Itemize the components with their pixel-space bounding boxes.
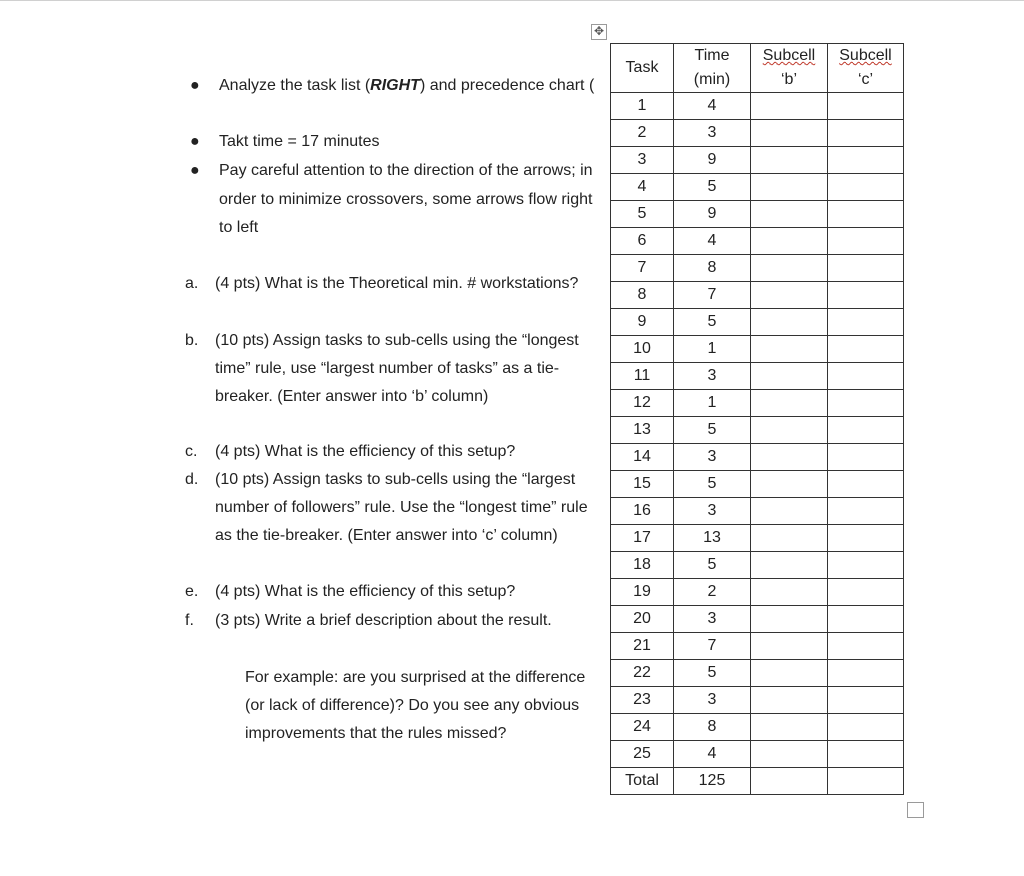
table-row xyxy=(611,120,904,147)
table-header-row xyxy=(611,44,904,93)
subcell-b-cell[interactable] xyxy=(751,390,828,417)
table-total-row xyxy=(611,768,904,795)
table-row xyxy=(611,201,904,228)
subcell-b-cell[interactable] xyxy=(751,282,828,309)
task-number-cell: 24 xyxy=(611,714,674,741)
subcell-b-cell[interactable] xyxy=(751,255,828,282)
task-number-cell: 1 xyxy=(611,93,674,120)
header-subcell-b-line2: ‘b’ xyxy=(780,71,797,88)
subcell-c-cell[interactable] xyxy=(828,228,904,255)
task-table xyxy=(610,43,904,795)
subcell-b-cell[interactable] xyxy=(751,363,828,390)
task-time-cell: 5 xyxy=(674,309,751,336)
table-row xyxy=(611,255,904,282)
resize-handle-icon[interactable] xyxy=(907,802,924,818)
task-number-cell: 2 xyxy=(611,120,674,147)
bullet-text: Pay careful attention to the direction of the arrows; in order to minimize crossovers, some arrows flow right to left xyxy=(219,162,593,236)
table-row xyxy=(611,714,904,741)
subcell-c-cell[interactable] xyxy=(828,363,904,390)
bullet-text-part: Analyze the task list ( xyxy=(219,77,371,94)
subcell-c-cell[interactable] xyxy=(828,498,904,525)
bullet-text-emphasis: RIGHT xyxy=(370,77,420,94)
task-time-cell: 3 xyxy=(674,606,751,633)
task-time-cell: 9 xyxy=(674,147,751,174)
header-subcell-c-line2: ‘c’ xyxy=(857,71,874,88)
table-row xyxy=(611,93,904,120)
question-letter: d. xyxy=(185,471,199,488)
table-row xyxy=(611,309,904,336)
total-subcell-b[interactable] xyxy=(751,768,828,795)
task-number-cell: 8 xyxy=(611,282,674,309)
task-time-cell: 5 xyxy=(674,471,751,498)
subcell-c-cell[interactable] xyxy=(828,633,904,660)
subcell-c-cell[interactable] xyxy=(828,174,904,201)
task-time-cell: 5 xyxy=(674,174,751,201)
task-number-cell: 15 xyxy=(611,471,674,498)
table-row xyxy=(611,552,904,579)
subcell-c-cell[interactable] xyxy=(828,552,904,579)
header-subcell-c-line1: Subcell xyxy=(839,47,892,64)
table-row xyxy=(611,444,904,471)
task-time-cell: 3 xyxy=(674,444,751,471)
question-text: (4 pts) What is the efficiency of this setup? xyxy=(215,443,516,460)
task-time-cell: 3 xyxy=(674,498,751,525)
subcell-c-cell[interactable] xyxy=(828,741,904,768)
task-number-cell: 13 xyxy=(611,417,674,444)
question-letter: c. xyxy=(185,443,198,460)
task-number-cell: 18 xyxy=(611,552,674,579)
subcell-c-cell[interactable] xyxy=(828,93,904,120)
task-number-cell: 21 xyxy=(611,633,674,660)
header-time xyxy=(674,44,751,93)
subcell-b-cell[interactable] xyxy=(751,120,828,147)
table-row xyxy=(611,606,904,633)
table-row xyxy=(611,228,904,255)
task-time-cell: 8 xyxy=(674,255,751,282)
table-row xyxy=(611,741,904,768)
task-number-cell: 7 xyxy=(611,255,674,282)
example-paragraph: For example: are you surprised at the difference (or lack of difference)? Do you see any obvious improvements that the rules missed? xyxy=(245,669,586,742)
task-time-cell: 3 xyxy=(674,120,751,147)
task-time-cell: 7 xyxy=(674,282,751,309)
task-time-cell: 2 xyxy=(674,579,751,606)
table-row xyxy=(611,363,904,390)
table-row xyxy=(611,498,904,525)
task-number-cell: 9 xyxy=(611,309,674,336)
subcell-b-cell[interactable] xyxy=(751,579,828,606)
question-letter: a. xyxy=(185,275,199,292)
task-time-cell: 5 xyxy=(674,660,751,687)
subcell-c-cell[interactable] xyxy=(828,309,904,336)
question-letter: b. xyxy=(185,332,199,349)
task-time-cell: 5 xyxy=(674,552,751,579)
subcell-b-cell[interactable] xyxy=(751,228,828,255)
subcell-c-cell[interactable] xyxy=(828,147,904,174)
table-row xyxy=(611,579,904,606)
total-label: Total xyxy=(611,768,674,795)
subcell-b-cell[interactable] xyxy=(751,417,828,444)
header-task: Task xyxy=(611,44,674,93)
table-row xyxy=(611,417,904,444)
subcell-b-cell[interactable] xyxy=(751,498,828,525)
subcell-c-cell[interactable] xyxy=(828,120,904,147)
task-time-cell: 4 xyxy=(674,228,751,255)
task-time-cell: 9 xyxy=(674,201,751,228)
table-row xyxy=(611,282,904,309)
subcell-b-cell[interactable] xyxy=(751,471,828,498)
task-number-cell: 25 xyxy=(611,741,674,768)
bullet-icon: ● xyxy=(190,162,200,179)
question-text: (3 pts) Write a brief description about the result. xyxy=(215,612,552,629)
task-number-cell: 17 xyxy=(611,525,674,552)
task-number-cell: 3 xyxy=(611,147,674,174)
bullet-icon: ● xyxy=(190,133,200,150)
task-time-cell: 4 xyxy=(674,93,751,120)
subcell-b-cell[interactable] xyxy=(751,336,828,363)
subcell-c-cell[interactable] xyxy=(828,606,904,633)
task-time-cell: 1 xyxy=(674,390,751,417)
subcell-c-cell[interactable] xyxy=(828,444,904,471)
table-row xyxy=(611,633,904,660)
task-number-cell: 16 xyxy=(611,498,674,525)
question-letter: f. xyxy=(185,612,194,629)
subcell-b-cell[interactable] xyxy=(751,714,828,741)
subcell-b-cell[interactable] xyxy=(751,741,828,768)
header-time-line1: Time xyxy=(694,47,730,64)
bullet-text: Takt time = 17 minutes xyxy=(219,133,380,150)
subcell-b-cell[interactable] xyxy=(751,309,828,336)
question-text: (10 pts) Assign tasks to sub-cells using the “largest number of followers” rule. Use the “longest time” rule as the tie-breaker. (Enter answer into ‘c’ column) xyxy=(215,471,588,544)
subcell-c-cell[interactable] xyxy=(828,471,904,498)
subcell-b-cell[interactable] xyxy=(751,444,828,471)
subcell-b-cell[interactable] xyxy=(751,633,828,660)
header-time-line2: (min) xyxy=(693,71,731,88)
task-number-cell: 14 xyxy=(611,444,674,471)
task-time-cell: 7 xyxy=(674,633,751,660)
task-time-cell: 8 xyxy=(674,714,751,741)
table-row xyxy=(611,147,904,174)
question-letter: e. xyxy=(185,583,199,600)
subcell-c-cell[interactable] xyxy=(828,336,904,363)
subcell-b-cell[interactable] xyxy=(751,687,828,714)
subcell-c-cell[interactable] xyxy=(828,525,904,552)
header-subcell-c xyxy=(828,44,904,93)
question-text: (4 pts) What is the Theoretical min. # workstations? xyxy=(215,275,579,292)
table-row xyxy=(611,660,904,687)
task-number-cell: 22 xyxy=(611,660,674,687)
task-number-cell: 19 xyxy=(611,579,674,606)
header-subcell-b-line1: Subcell xyxy=(762,47,816,64)
table-row xyxy=(611,525,904,552)
subcell-b-cell[interactable] xyxy=(751,93,828,120)
subcell-c-cell[interactable] xyxy=(828,390,904,417)
subcell-b-cell[interactable] xyxy=(751,174,828,201)
subcell-c-cell[interactable] xyxy=(828,255,904,282)
task-number-cell: 6 xyxy=(611,228,674,255)
task-time-cell: 13 xyxy=(674,525,751,552)
subcell-c-cell[interactable] xyxy=(828,714,904,741)
subcell-b-cell[interactable] xyxy=(751,552,828,579)
question-text: (4 pts) What is the efficiency of this setup? xyxy=(215,583,516,600)
task-time-cell: 4 xyxy=(674,741,751,768)
subcell-c-cell[interactable] xyxy=(828,417,904,444)
subcell-b-cell[interactable] xyxy=(751,660,828,687)
subcell-c-cell[interactable] xyxy=(828,201,904,228)
table-row xyxy=(611,336,904,363)
subcell-c-cell[interactable] xyxy=(828,579,904,606)
table-row xyxy=(611,174,904,201)
table-row xyxy=(611,390,904,417)
task-number-cell: 12 xyxy=(611,390,674,417)
subcell-b-cell[interactable] xyxy=(751,201,828,228)
task-number-cell: 4 xyxy=(611,174,674,201)
table-row xyxy=(611,471,904,498)
task-time-cell: 3 xyxy=(674,363,751,390)
bullet-icon: ● xyxy=(190,77,200,94)
bullet-text xyxy=(219,72,599,101)
task-time-cell: 5 xyxy=(674,417,751,444)
bullet-text-part: ) and precedence chart ( xyxy=(419,77,595,94)
question-text: (10 pts) Assign tasks to sub-cells using the “longest time” rule, use “largest number of tasks” as a tie-breaker. (Enter answer into ‘b’ column) xyxy=(215,332,579,405)
subcell-c-cell[interactable] xyxy=(828,660,904,687)
total-value: 125 xyxy=(674,768,751,795)
table-row xyxy=(611,687,904,714)
subcell-c-cell[interactable] xyxy=(828,687,904,714)
subcell-b-cell[interactable] xyxy=(751,525,828,552)
task-number-cell: 10 xyxy=(611,336,674,363)
header-subcell-b xyxy=(751,44,828,93)
task-time-cell: 1 xyxy=(674,336,751,363)
page-top-border xyxy=(0,0,1024,1)
move-handle-icon[interactable]: ✥ xyxy=(591,24,607,40)
task-number-cell: 5 xyxy=(611,201,674,228)
task-number-cell: 23 xyxy=(611,687,674,714)
subcell-c-cell[interactable] xyxy=(828,282,904,309)
total-subcell-c[interactable] xyxy=(828,768,904,795)
task-number-cell: 20 xyxy=(611,606,674,633)
task-number-cell: 11 xyxy=(611,363,674,390)
subcell-b-cell[interactable] xyxy=(751,606,828,633)
subcell-b-cell[interactable] xyxy=(751,147,828,174)
task-time-cell: 3 xyxy=(674,687,751,714)
